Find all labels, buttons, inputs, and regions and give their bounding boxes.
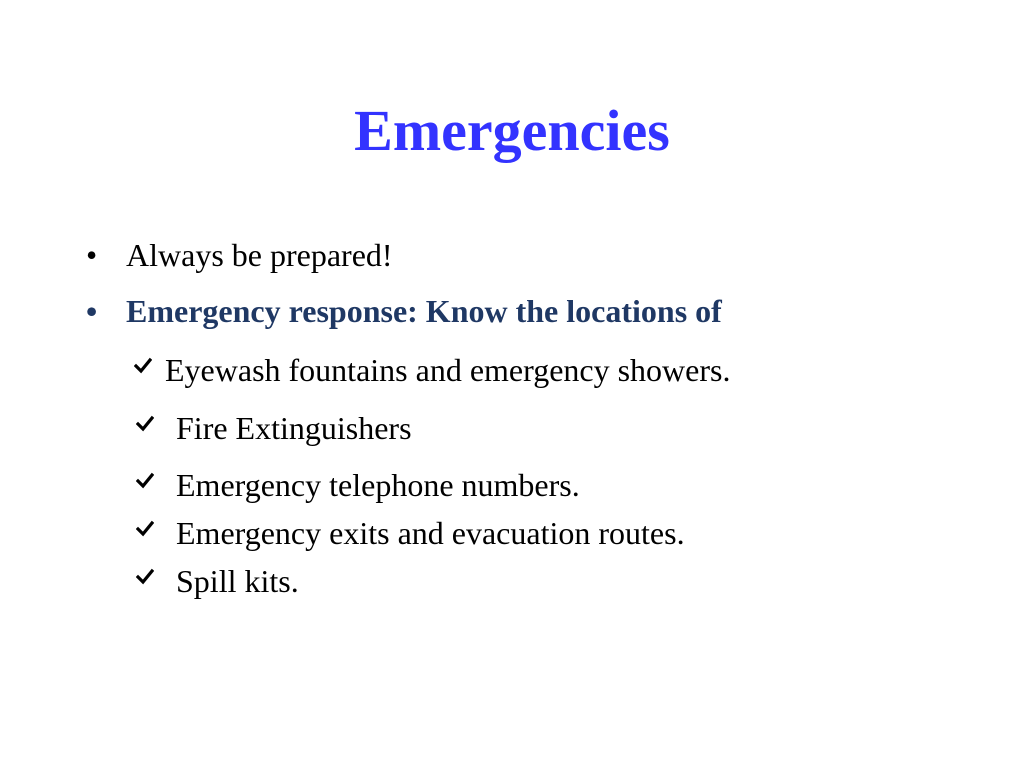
sub-item-text: Emergency telephone numbers.	[176, 467, 580, 503]
sub-item-text: Spill kits.	[176, 563, 299, 599]
check-icon	[136, 568, 154, 586]
check-icon	[136, 415, 154, 433]
bullet-dot-icon: •	[86, 237, 98, 273]
check-icon	[134, 357, 152, 375]
check-icon	[136, 472, 154, 490]
sub-item-text: Eyewash fountains and emergency showers.	[165, 352, 731, 388]
sub-item-text: Emergency exits and evacuation routes.	[176, 515, 685, 551]
check-icon	[136, 520, 154, 538]
bullet-text: Always be prepared!	[126, 237, 393, 273]
slide-title: Emergencies	[354, 98, 670, 163]
sub-item-text: Fire Extinguishers	[176, 410, 412, 446]
bullet-dot-icon: •	[86, 293, 98, 329]
bullet-text: Emergency response: Know the locations of	[126, 293, 722, 329]
